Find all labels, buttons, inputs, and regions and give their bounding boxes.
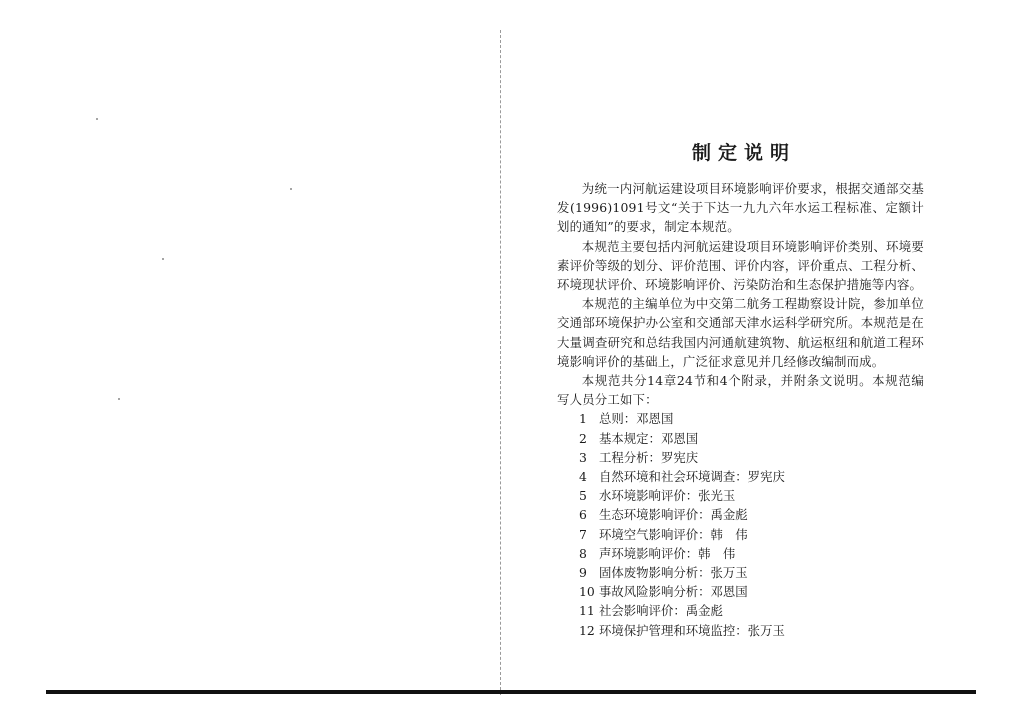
item-number: 10 bbox=[579, 584, 595, 600]
list-item bbox=[557, 563, 924, 582]
list-item bbox=[557, 409, 924, 428]
item-number: 8 bbox=[579, 545, 587, 561]
paragraph: 本规范共分14章24节和4个附录，并附条文说明。本规范编写人员分工如下： bbox=[557, 373, 924, 408]
item-number: 6 bbox=[579, 507, 587, 523]
page-body bbox=[557, 179, 924, 640]
item-number: 2 bbox=[579, 430, 587, 446]
paragraph: 为统一内河航运建设项目环境影响评价要求，根据交通部交基发(1996)1091号文“关于下达一九九六年水运工程标准、定额计划的通知”的要求，制定本规范。 bbox=[557, 181, 924, 235]
paragraph: 本规范的主编单位为中交第二航务工程勘察设计院，参加单位交通部环境保护办公室和交通部天津水运科学研究所。本规范是在大量调查研究和总结我国内河通航建筑物、航运枢纽和航道工程环境影响评价的基础上，广泛征求意见并几经修改编制而成。 bbox=[557, 296, 924, 369]
item-text: 自然环境和社会环境调查：罗宪庆 bbox=[599, 469, 785, 485]
item-number: 12 bbox=[579, 622, 595, 638]
item-text: 声环境影响评价：韩 伟 bbox=[599, 545, 736, 561]
item-number: 4 bbox=[579, 469, 587, 485]
scan-speck bbox=[118, 398, 120, 400]
item-number: 1 bbox=[579, 411, 587, 427]
page-title: 制定说明 bbox=[692, 142, 797, 164]
item-text: 水环境影响评价：张光玉 bbox=[599, 488, 736, 504]
item-text: 总则：邓恩国 bbox=[599, 411, 674, 427]
item-number: 9 bbox=[579, 565, 587, 581]
item-text: 环境空气影响评价：韩 伟 bbox=[599, 526, 748, 542]
item-text: 生态环境影响评价：禹金彪 bbox=[599, 507, 748, 523]
page-gutter bbox=[500, 30, 501, 695]
scan-speck bbox=[162, 258, 164, 260]
item-text: 基本规定：邓恩国 bbox=[599, 430, 699, 446]
list-item bbox=[557, 505, 924, 524]
list-item bbox=[557, 448, 924, 467]
author-list bbox=[557, 409, 924, 639]
list-item bbox=[557, 525, 924, 544]
list-item bbox=[557, 486, 924, 505]
item-text: 工程分析：罗宪庆 bbox=[599, 449, 699, 465]
bottom-edge-line bbox=[46, 690, 976, 694]
item-text: 环境保护管理和环境监控：张万玉 bbox=[599, 622, 785, 638]
item-text: 事故风险影响分析：邓恩国 bbox=[599, 584, 748, 600]
item-number: 5 bbox=[579, 488, 587, 504]
left-page-blank bbox=[0, 0, 500, 690]
item-number: 11 bbox=[579, 603, 595, 619]
list-item bbox=[557, 544, 924, 563]
list-item bbox=[557, 467, 924, 486]
list-item bbox=[557, 621, 924, 640]
paragraph: 本规范主要包括内河航运建设项目环境影响评价类别、环境要素评价等级的划分、评价范围、评价内容，评价重点、工程分析、环境现状评价、环境影响评价、污染防治和生态保护措施等内容。 bbox=[557, 238, 924, 293]
scan-speck bbox=[290, 188, 292, 190]
item-text: 固体废物影响分析：张万玉 bbox=[599, 565, 748, 581]
item-number: 3 bbox=[579, 449, 587, 465]
list-item bbox=[557, 582, 924, 601]
item-text: 社会影响评价：禹金彪 bbox=[599, 603, 723, 619]
right-page bbox=[502, 0, 1022, 690]
list-item bbox=[557, 429, 924, 448]
scan-speck bbox=[96, 118, 98, 120]
item-number: 7 bbox=[579, 526, 587, 542]
list-item bbox=[557, 601, 924, 620]
